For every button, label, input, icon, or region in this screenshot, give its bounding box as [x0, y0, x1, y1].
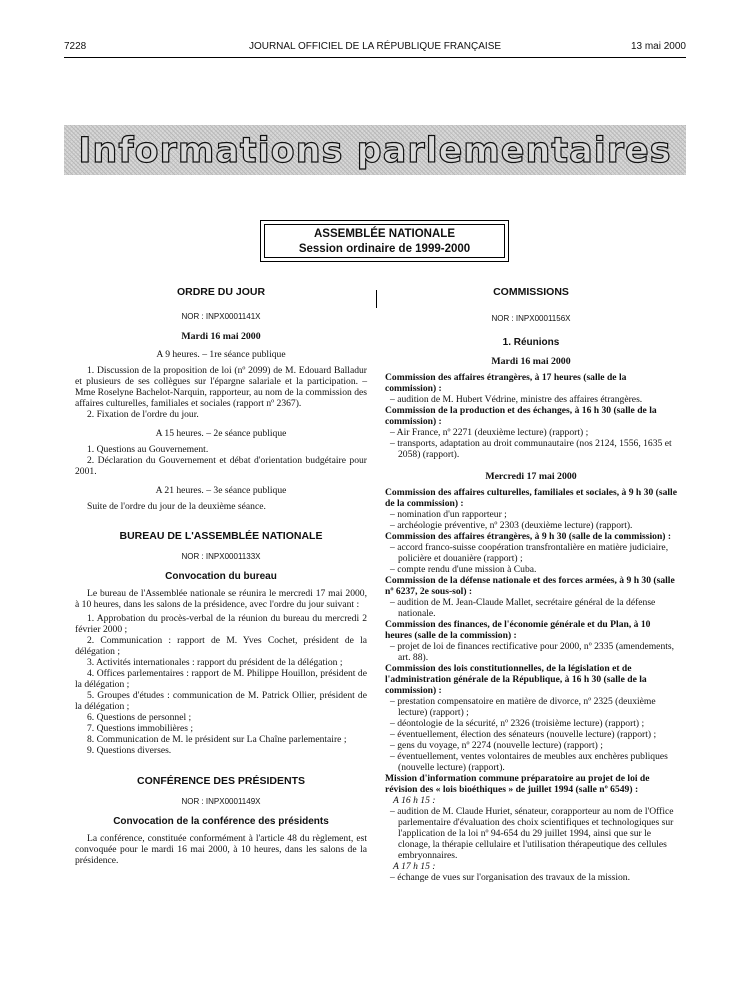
- commission-entry-item: – compte rendu d'une mission à Cuba.: [390, 564, 537, 575]
- commission-entry-item: – audition de M. Claude Huriet, sénateur, corapporteur au nom de l'Office parlementaire d'évaluation des choix scientifiques et technologiques sur l'application de la loi nº 94-654 du 29 juillet 1994, ainsi que sur le clonage, la thérapie cellulaire et l'utilisation thérapeutique des cellules embryonnaires.: [390, 806, 674, 861]
- session-time: A 15 heures. – 2e séance publique: [155, 428, 287, 439]
- agenda-day: Mardi 16 mai 2000: [181, 331, 261, 342]
- ordre-du-jour-heading: ORDRE DU JOUR: [176, 286, 266, 298]
- bureau-item: 4. Offices parlementaires : rapport de M. Philippe Houillon, président de la délégation ;: [75, 668, 367, 690]
- day-heading: Mercredi 17 mai 2000: [485, 471, 577, 482]
- nor-reference: NOR : INPX0001133X: [181, 552, 261, 561]
- commission-entry-item: – accord franco-suisse coopération transfrontalière en matière judiciaire, policière et douanière (rapport) ;: [390, 542, 669, 564]
- agenda-text: Suite de l'ordre du jour de la deuxième séance.: [87, 501, 266, 512]
- conference-heading: CONFÉRENCE DES PRÉSIDENTS: [136, 775, 306, 787]
- commission-entry-head: Mission d'information commune préparatoire au projet de loi de révision des « lois bioéthiques » de juillet 1994 (salle nº 6549) :: [385, 773, 650, 795]
- assembly-title-box: [260, 220, 509, 262]
- column-divider: [376, 290, 377, 308]
- commissions-heading: COMMISSIONS: [493, 286, 569, 298]
- commission-entry-head: Commission des lois constitutionnelles, de la législation et de l'administration générale de la République, à 16 h 30 (salle de la commission) :: [385, 663, 647, 696]
- agenda-item: 1. Discussion de la proposition de loi (nº 2099) de M. Edouard Balladur et plusieurs de ses collègues sur l'épargne salariale et la participation. – Mme Roselyne Bachelot-Narquin, rapporteur, au nom de la commission des affaires culturelles, familiales et sociales (rapport nº 2367).: [75, 365, 367, 409]
- nor-reference: NOR : INPX0001141X: [181, 312, 261, 321]
- mission-time: A 16 h 15 :: [393, 795, 436, 806]
- reunions-subheading: 1. Réunions: [502, 337, 560, 348]
- bureau-item: 9. Questions diverses.: [87, 745, 172, 756]
- bureau-heading: BUREAU DE L'ASSEMBLÉE NATIONALE: [119, 530, 323, 542]
- journal-title: JOURNAL OFFICIEL DE LA RÉPUBLIQUE FRANÇAISE: [248, 41, 502, 52]
- commission-entry-item: – déontologie de la sécurité, nº 2326 (troisième lecture) (rapport) ;: [390, 718, 645, 729]
- agenda-item: 2. Déclaration du Gouvernement et débat d'orientation budgétaire pour 2001.: [75, 455, 367, 477]
- bureau-item: 3. Activités internationales : rapport du président de la délégation ;: [87, 657, 343, 668]
- commission-entry-head: Commission des finances, de l'économie générale et du Plan, à 10 heures (salle de la commission) :: [385, 619, 651, 641]
- commission-entry-item: – Air France, nº 2271 (deuxième lecture) (rapport) ;: [390, 427, 589, 438]
- page-number: 7228: [64, 41, 87, 52]
- commission-entry-head: Commission des affaires étrangères, à 9 h 30 (salle de la commission) :: [385, 531, 672, 542]
- mission-time: A 17 h 15 :: [393, 861, 436, 872]
- commission-entry-head: Commission des affaires culturelles, familiales et sociales, à 9 h 30 (salle de la commission) :: [385, 487, 677, 509]
- bureau-item: 5. Groupes d'études : communication de M. Patrick Ollier, président de la délégation ;: [75, 690, 367, 712]
- commission-entry-item: – transports, adaptation au droit communautaire (nos 2124, 1556, 1635 et 2058) (rapport).: [390, 438, 672, 460]
- nor-reference: NOR : INPX0001156X: [491, 314, 571, 323]
- agenda-item: 2. Fixation de l'ordre du jour.: [87, 409, 199, 420]
- bureau-subheading: Convocation du bureau: [165, 571, 277, 582]
- bureau-intro: Le bureau de l'Assemblée nationale se réunira le mercredi 17 mai 2000, à 10 heures, dans les salons de la présidence, avec l'ordre du jour suivant :: [75, 588, 367, 610]
- page-header: [64, 41, 686, 55]
- conference-subheading: Convocation de la conférence des présidents: [113, 816, 329, 827]
- session-time: A 21 heures. – 3e séance publique: [155, 485, 287, 496]
- commission-entry-item: – éventuellement, ventes volontaires de meubles aux enchères publiques (nouvelle lecture) (rapport).: [390, 751, 668, 773]
- right-column: [385, 287, 677, 883]
- session-time: A 9 heures. – 1re séance publique: [156, 349, 286, 360]
- commission-entry-head: Commission de la production et des échanges, à 16 h 30 (salle de la commission) :: [385, 405, 657, 427]
- commission-entry-head: Commission de la défense nationale et des forces armées, à 9 h 30 (salle nº 6237, 2e sous-sol) :: [385, 575, 675, 597]
- commission-entry-item: – prestation compensatoire en matière de divorce, nº 2325 (deuxième lecture) (rapport) ;: [390, 696, 656, 718]
- bureau-item: 1. Approbation du procès-verbal de la réunion du bureau du mercredi 2 février 2000 ;: [75, 613, 367, 635]
- commission-entry-item: – projet de loi de finances rectificative pour 2000, nº 2335 (amendements, art. 88).: [390, 641, 675, 663]
- header-rule: [64, 57, 686, 58]
- commission-entry-item: – gens du voyage, nº 2274 (nouvelle lecture) (rapport) ;: [390, 740, 603, 751]
- bureau-item: 2. Communication : rapport de M. Yves Cochet, président de la délégation ;: [75, 635, 367, 657]
- bureau-item: 7. Questions immobilières ;: [87, 723, 194, 734]
- commission-entry-item: – archéologie préventive, nº 2303 (deuxième lecture) (rapport).: [390, 520, 633, 531]
- commission-entry-head: Commission des affaires étrangères, à 17 heures (salle de la commission) :: [385, 372, 627, 394]
- day-heading: Mardi 16 mai 2000: [491, 356, 571, 367]
- nor-reference: NOR : INPX0001149X: [181, 797, 261, 806]
- issue-date: 13 mai 2000: [630, 41, 686, 52]
- conference-text: La conférence, constituée conformément à l'article 48 du règlement, est convoquée pour le mardi 16 mai 2000, à 10 heures, dans les salons de la présidence.: [75, 833, 367, 866]
- section-banner: [64, 125, 686, 175]
- left-column: [75, 287, 367, 866]
- agenda-item: 1. Questions au Gouvernement.: [87, 444, 209, 455]
- commission-entry-item: – audition de M. Hubert Védrine, ministre des affaires étrangères.: [390, 394, 643, 405]
- commission-entry-item: – audition de M. Jean-Claude Mallet, secrétaire général de la défense nationale.: [390, 597, 656, 619]
- commission-entry-item: – nomination d'un rapporteur ;: [390, 509, 507, 520]
- bureau-item: 8. Communication de M. le président sur La Chaîne parlementaire ;: [87, 734, 347, 745]
- commission-entry-item: – échange de vues sur l'organisation des travaux de la mission.: [390, 872, 631, 883]
- banner-title: Informations parlementaires: [78, 131, 672, 171]
- assembly-title: ASSEMBLÉE NATIONALE: [314, 228, 455, 240]
- commission-entry-item: – éventuellement, élection des sénateurs (nouvelle lecture) (rapport) ;: [390, 729, 657, 740]
- session-title: Session ordinaire de 1999-2000: [298, 243, 471, 255]
- bureau-item: 6. Questions de personnel ;: [87, 712, 192, 723]
